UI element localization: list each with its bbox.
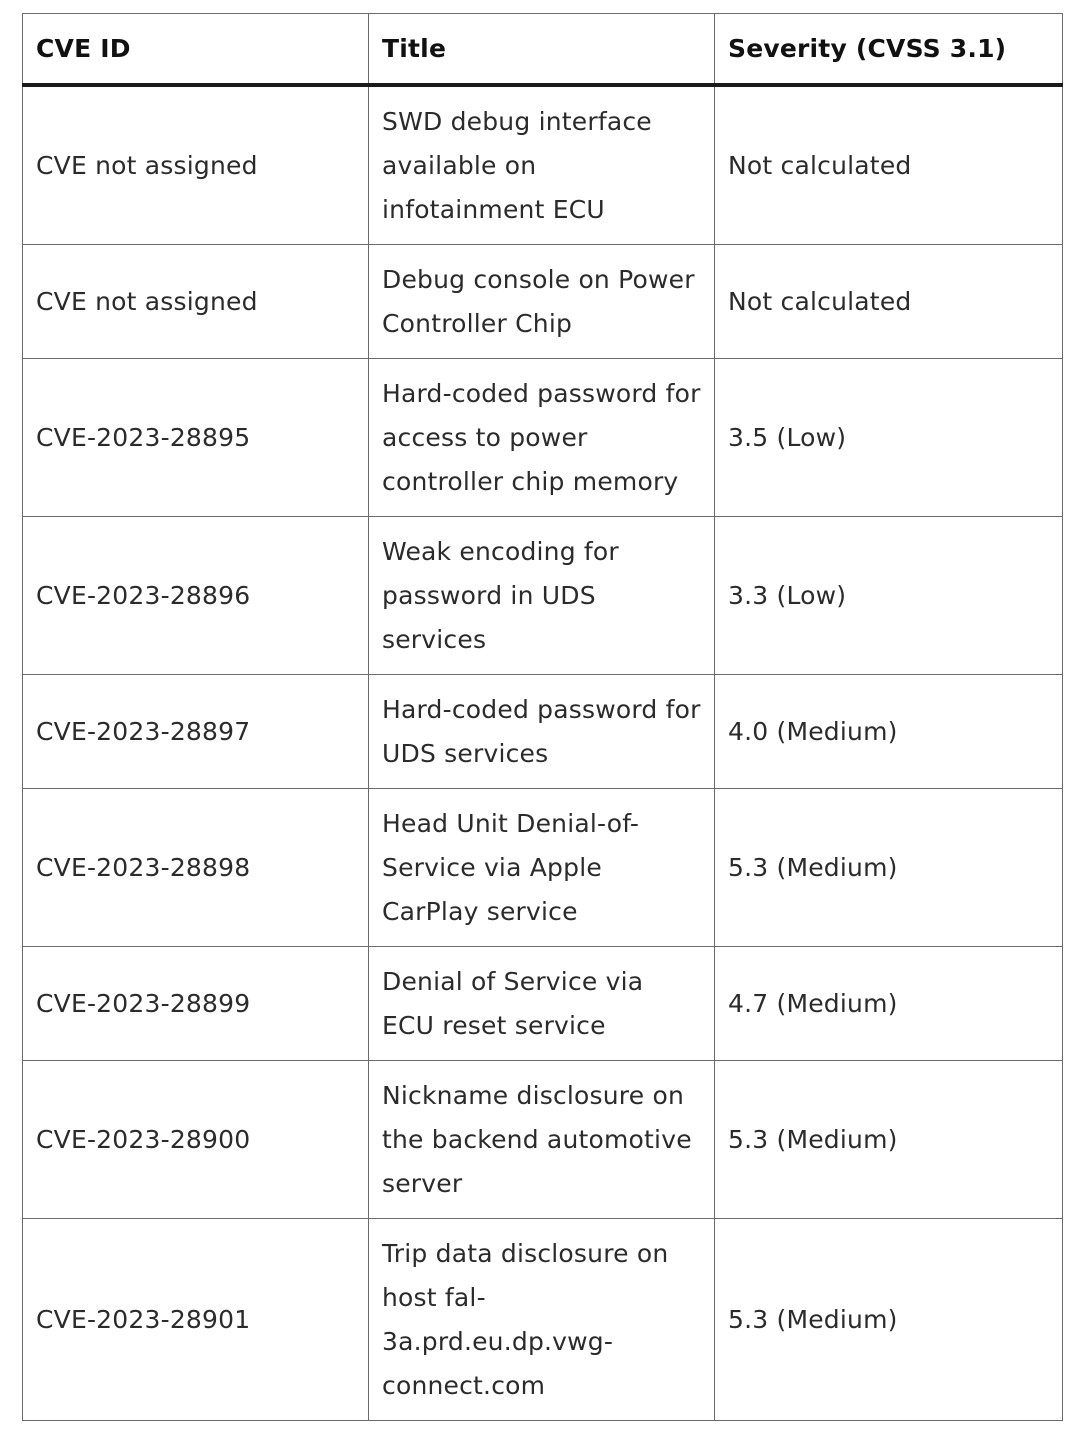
cve-id-cell: CVE-2023-28897 [23,675,369,789]
cve-id-cell: CVE-2023-28901 [23,1219,369,1421]
table-row [23,359,1063,517]
title-cell: Hard-coded password for UDS services [369,675,715,789]
cve-id-cell: CVE-2023-28900 [23,1061,369,1219]
table-row [23,789,1063,947]
severity-cell: 4.0 (Medium) [715,675,1063,789]
table-row [23,517,1063,675]
severity-cell: 3.3 (Low) [715,517,1063,675]
cve-id-cell: CVE-2023-28898 [23,789,369,947]
table-row [23,245,1063,359]
cve-id-cell: CVE-2023-28896 [23,517,369,675]
header-row [23,14,1063,86]
severity-cell: 5.3 (Medium) [715,789,1063,947]
table-header [23,14,1063,86]
title-cell: Denial of Service via ECU reset service [369,947,715,1061]
title-cell: Weak encoding for password in UDS services [369,517,715,675]
table-row [23,1219,1063,1421]
header-title: Title [369,14,715,86]
severity-cell: 5.3 (Medium) [715,1061,1063,1219]
header-cve-id: CVE ID [23,14,369,86]
severity-cell: 4.7 (Medium) [715,947,1063,1061]
table-body [23,85,1063,1421]
severity-cell: 5.3 (Medium) [715,1219,1063,1421]
cve-id-cell: CVE-2023-28895 [23,359,369,517]
title-cell: Debug console on Power Controller Chip [369,245,715,359]
title-cell: Trip data disclosure on host fal-3a.prd.eu.dp.vwg-connect.com [369,1219,715,1421]
table-row [23,947,1063,1061]
cve-id-cell: CVE-2023-28899 [23,947,369,1061]
severity-cell: 3.5 (Low) [715,359,1063,517]
cve-id-cell: CVE not assigned [23,245,369,359]
title-cell: SWD debug interface available on infotainment ECU [369,85,715,245]
table-row [23,85,1063,245]
severity-cell: Not calculated [715,245,1063,359]
header-severity: Severity (CVSS 3.1) [715,14,1063,86]
title-cell: Nickname disclosure on the backend automotive server [369,1061,715,1219]
table-row [23,1061,1063,1219]
cve-table [22,13,1063,1421]
table-row [23,675,1063,789]
cve-id-cell: CVE not assigned [23,85,369,245]
title-cell: Hard-coded password for access to power controller chip memory [369,359,715,517]
title-cell: Head Unit Denial-of-Service via Apple CarPlay service [369,789,715,947]
severity-cell: Not calculated [715,85,1063,245]
